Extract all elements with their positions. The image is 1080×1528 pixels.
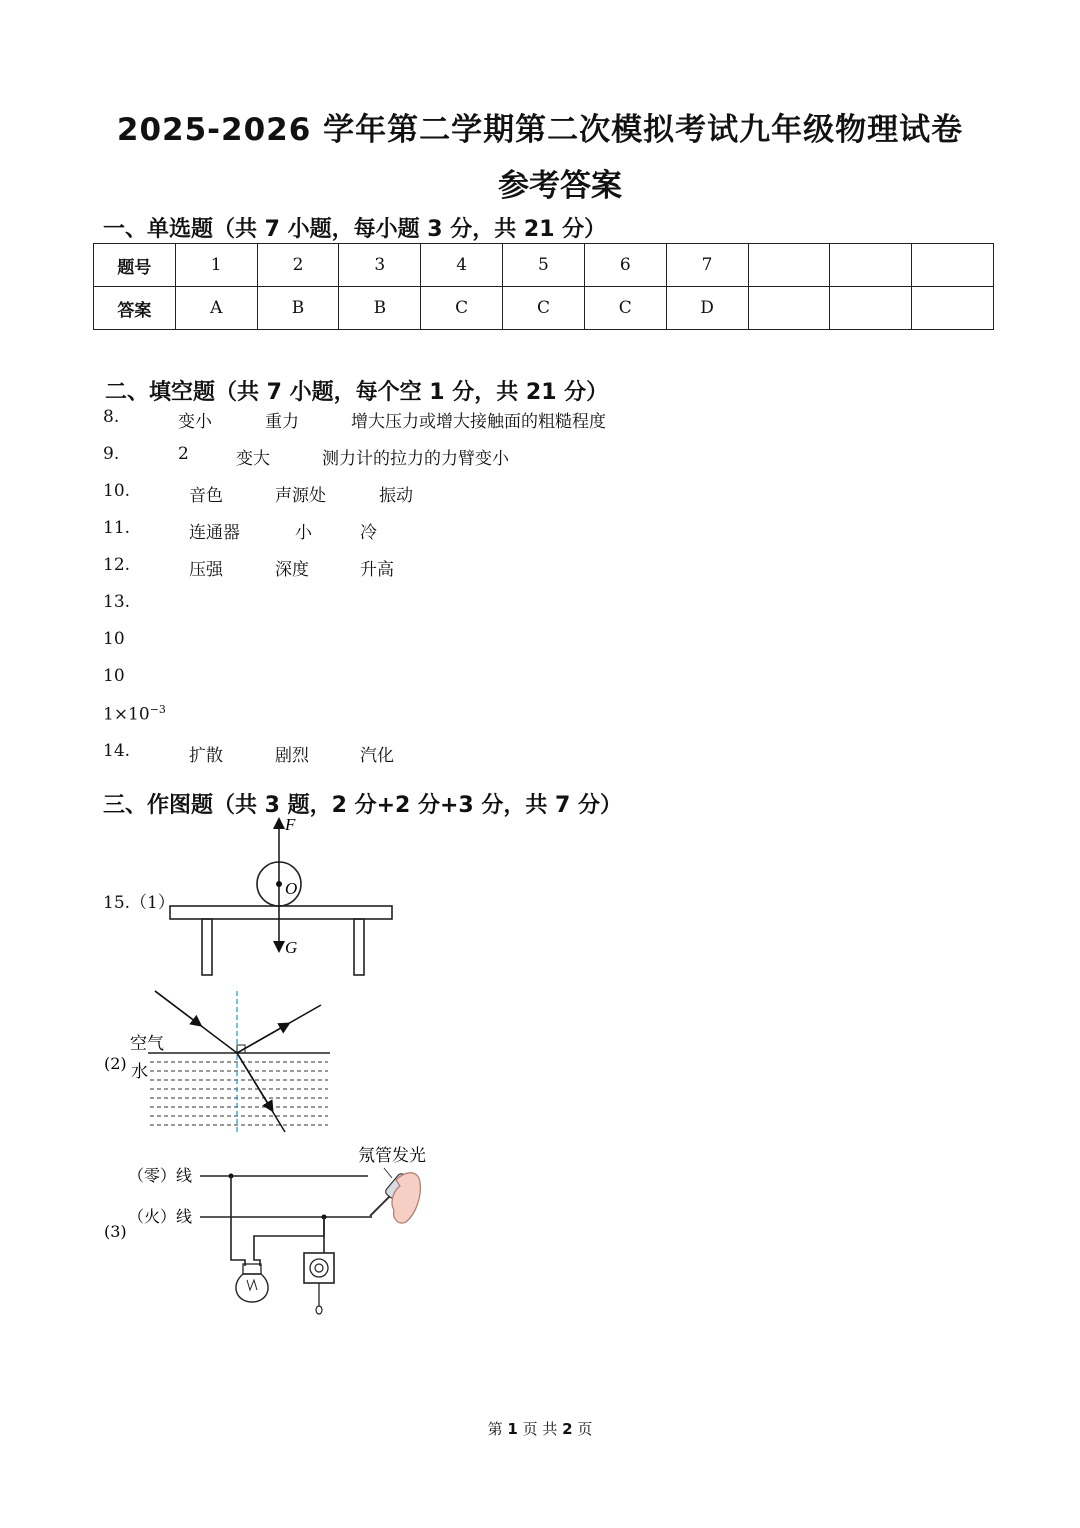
list-item bbox=[103, 407, 803, 431]
force-label-f: F bbox=[285, 815, 296, 834]
answer-text: 变小 bbox=[178, 412, 212, 432]
footer-suffix: 页 bbox=[577, 1420, 593, 1438]
part-label: (3) bbox=[104, 1222, 127, 1241]
answer-text: 升高 bbox=[360, 560, 394, 580]
force-label-g: G bbox=[285, 938, 298, 957]
list-item bbox=[103, 703, 166, 725]
neutral-line-label: （零）线 bbox=[128, 1166, 193, 1185]
question-label: 15.（1） bbox=[103, 893, 175, 913]
water-label: 水 bbox=[131, 1062, 148, 1082]
table-cell: A bbox=[175, 287, 257, 330]
list-item bbox=[103, 555, 803, 579]
pull-switch-icon bbox=[304, 1253, 334, 1314]
item-number: 14. bbox=[103, 741, 131, 761]
row-label: 答案 bbox=[94, 287, 176, 330]
list-item bbox=[103, 481, 803, 505]
table-leg bbox=[354, 919, 364, 975]
table-cell: 7 bbox=[666, 244, 748, 287]
table-cell: C bbox=[421, 287, 503, 330]
list-item bbox=[103, 741, 803, 765]
item-number: 1×10 bbox=[103, 704, 150, 725]
figure-ball-on-table bbox=[160, 812, 410, 982]
refracted-arrow bbox=[237, 1053, 272, 1110]
figure-refraction bbox=[100, 985, 340, 1135]
answer-text: 2 bbox=[178, 444, 189, 464]
answer-text: 振动 bbox=[379, 486, 413, 506]
answer-text: 剧烈 bbox=[275, 746, 309, 766]
exponent: −3 bbox=[149, 703, 166, 716]
table-top bbox=[170, 906, 392, 919]
table-cell: 1 bbox=[175, 244, 257, 287]
table-cell: 4 bbox=[421, 244, 503, 287]
answer-text: 重力 bbox=[265, 412, 299, 432]
page-title: 2025-2026 学年第二学期第二次模拟考试九年级物理试卷 bbox=[116, 112, 964, 148]
table-leg bbox=[202, 919, 212, 975]
part-label: (2) bbox=[104, 1054, 127, 1073]
row-label: 题号 bbox=[94, 244, 176, 287]
answer-text: 汽化 bbox=[360, 746, 394, 766]
table-cell bbox=[830, 244, 912, 287]
incident-arrow bbox=[155, 991, 200, 1025]
reflected-arrow bbox=[237, 1024, 288, 1053]
test-pen-hand-icon bbox=[370, 1168, 420, 1223]
answer-text: 压强 bbox=[189, 560, 223, 580]
list-item: 10 bbox=[103, 666, 125, 686]
item-number: 8. bbox=[103, 407, 120, 427]
page-number: 1 bbox=[507, 1420, 518, 1438]
answer-table bbox=[93, 243, 994, 330]
answer-text: 扩散 bbox=[189, 746, 223, 766]
answer-text: 声源处 bbox=[275, 486, 326, 506]
live-line-label: （火）线 bbox=[128, 1207, 193, 1226]
item-number: 11. bbox=[103, 518, 131, 538]
table-cell: C bbox=[503, 287, 585, 330]
answer-text: 音色 bbox=[189, 486, 223, 506]
footer-mid: 页 共 bbox=[522, 1420, 558, 1438]
table-row-numbers bbox=[94, 244, 994, 287]
item-number: 12. bbox=[103, 555, 131, 575]
list-item: 13. bbox=[103, 592, 131, 612]
table-cell: C bbox=[584, 287, 666, 330]
answer-text: 增大压力或增大接触面的粗糙程度 bbox=[351, 412, 606, 432]
footer-prefix: 第 bbox=[487, 1420, 503, 1438]
table-cell: 2 bbox=[257, 244, 339, 287]
figure-circuit bbox=[100, 1140, 440, 1325]
list-item: 10 bbox=[103, 629, 125, 649]
table-cell bbox=[912, 287, 994, 330]
table-row-answers bbox=[94, 287, 994, 330]
list-item bbox=[103, 518, 803, 542]
table-cell bbox=[912, 244, 994, 287]
table-cell: 6 bbox=[584, 244, 666, 287]
page-subtitle: 参考答案 bbox=[498, 168, 622, 204]
answer-text: 冷 bbox=[360, 523, 377, 543]
answer-text: 测力计的拉力的力臂变小 bbox=[322, 449, 509, 469]
table-cell: 3 bbox=[339, 244, 421, 287]
table-cell: B bbox=[339, 287, 421, 330]
page-footer bbox=[0, 1418, 1080, 1439]
table-cell bbox=[748, 287, 830, 330]
lamp-switch-wire bbox=[254, 1217, 324, 1266]
tester-label: 氖管发光 bbox=[358, 1146, 426, 1166]
section3-heading: 三、作图题（共 3 题，2 分+2 分+3 分，共 7 分） bbox=[103, 793, 623, 818]
table-cell: D bbox=[666, 287, 748, 330]
water-hatch bbox=[150, 1062, 328, 1125]
air-label: 空气 bbox=[130, 1034, 164, 1054]
section1-heading: 一、单选题（共 7 小题，每小题 3 分，共 21 分） bbox=[103, 217, 607, 242]
answer-text: 变大 bbox=[236, 449, 270, 469]
table-cell bbox=[748, 244, 830, 287]
answer-text: 深度 bbox=[275, 560, 309, 580]
lamp-neutral-wire bbox=[231, 1176, 245, 1266]
answer-text: 小 bbox=[295, 523, 312, 543]
page-total: 2 bbox=[562, 1420, 573, 1438]
item-number: 10. bbox=[103, 481, 131, 501]
section2-heading: 二、填空题（共 7 小题，每个空 1 分，共 21 分） bbox=[105, 380, 609, 405]
list-item bbox=[103, 444, 803, 468]
table-cell: B bbox=[257, 287, 339, 330]
table-cell: 5 bbox=[503, 244, 585, 287]
item-number: 9. bbox=[103, 444, 120, 464]
answer-text: 连通器 bbox=[189, 523, 240, 543]
table-cell bbox=[830, 287, 912, 330]
center-label-o: O bbox=[285, 879, 298, 898]
bulb-icon bbox=[236, 1264, 268, 1302]
